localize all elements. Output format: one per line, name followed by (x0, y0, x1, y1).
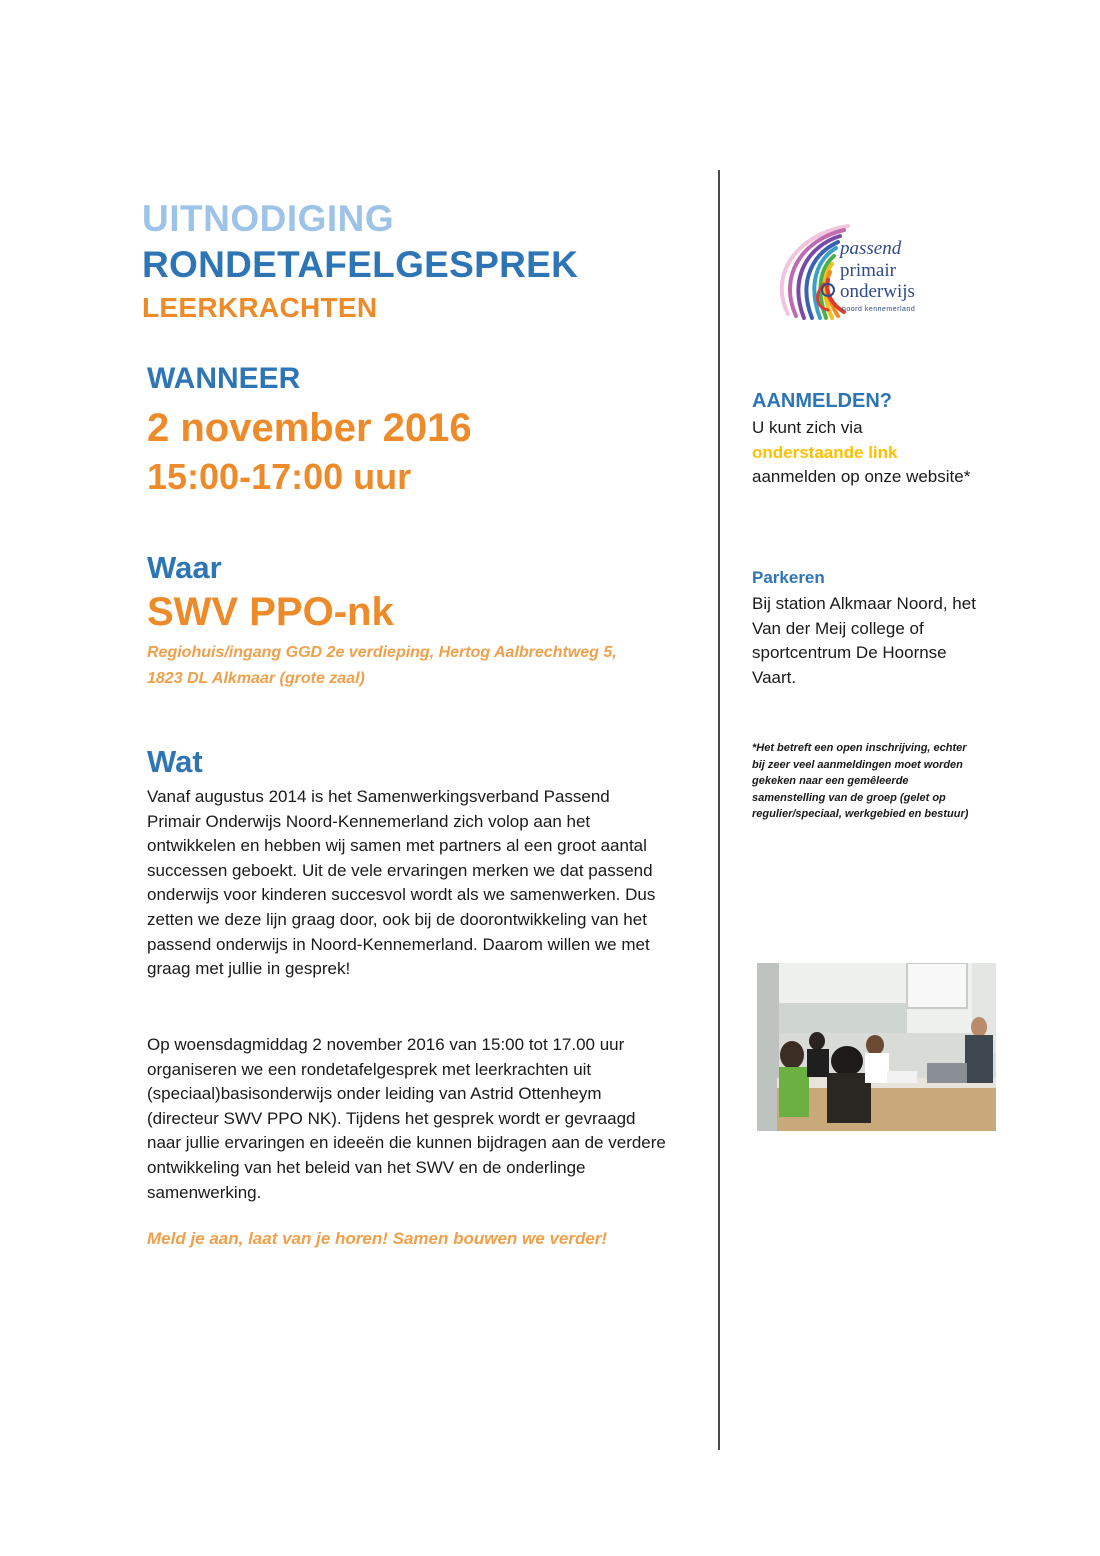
signup-text-after: aanmelden op onze website* (752, 467, 971, 486)
signup-link[interactable]: onderstaande link (752, 442, 898, 462)
parking-text: Bij station Alkmaar Noord, het Van der Meij college of sportcentrum De Hoornse Vaart. (752, 594, 976, 687)
classroom-photo (757, 963, 996, 1131)
column-divider (718, 170, 720, 1450)
title-rondetafelgesprek: RONDETAFELGESPREK (142, 244, 579, 285)
what-paragraph-1-text: Vanaf augustus 2014 is het Samenwerkingsverband Passend Primair Onderwijs Noord-Kennemerland zich volop aan het ontwikkelen en hebben wij samen met partners al een groot aantal successen geboekt. Uit de vele ervaringen merken we dat passend onderwijs voor kinderen succesvol wordt als we samenwerken. Dus zetten we deze lijn graag door, ook bij de doorontwikkeling van het passend onderwijs in Noord-Kennemerland. Daarom willen we met graag met jullie in gesprek! (147, 787, 656, 979)
closing-line: Meld je aan, laat van je horen! Samen bouwen we verder! (147, 1229, 608, 1248)
signup-text-before: U kunt zich via (752, 418, 863, 437)
logo-word-passend: passend (840, 238, 902, 259)
venue-address-line1: Regiohuis/ingang GGD 2e verdieping, Hertog Aalbrechtweg 5, (147, 644, 617, 661)
venue-address-line2: 1823 DL Alkmaar (grote zaal) (147, 670, 365, 687)
what-paragraph-2 (147, 1033, 667, 1205)
signup-text (752, 416, 982, 490)
event-time: 15:00-17:00 uur (147, 456, 412, 497)
event-date: 2 november 2016 (147, 406, 472, 450)
signup-heading: AANMELDEN? (752, 390, 892, 412)
when-heading: WANNEER (147, 362, 301, 395)
parking-heading: Parkeren (752, 568, 825, 587)
footnote: *Het betreft een open inschrijving, echter bij zeer veel aanmeldingen moet worden gekeken naar een gemêleerde samenstelling van de groep (gelet op regulier/speciaal, werkgebied en bestuur) (752, 742, 969, 821)
what-heading: Wat (147, 744, 203, 779)
venue-address (147, 640, 617, 692)
logo-word-onderwijs: onderwijs (840, 281, 915, 302)
what-paragraph-1 (147, 785, 667, 982)
title-leerkrachten: LEERKRACHTEN (142, 292, 378, 323)
logo-subtitle: noord kennemerland (842, 306, 916, 313)
where-heading: Waar (147, 550, 222, 585)
what-paragraph-2-text: Op woensdagmiddag 2 november 2016 van 15:00 tot 17.00 uur organiseren we een rondetafelgesprek met leerkrachten uit (speciaal)basisonderwijs onder leiding van Astrid Ottenheym (directeur SWV PPO NK). Tijdens het gesprek wordt er gevraagd naar jullie ervaringen en ideeën die kunnen bijdragen aan de verdere ontwikkeling van het beleid van het SWV en de onderlinge samenwerking. (147, 1035, 666, 1202)
logo-word-primair: primair (840, 260, 896, 281)
title-uitnodiging: UITNODIGING (142, 198, 395, 239)
venue-name: SWV PPO-nk (147, 590, 394, 634)
